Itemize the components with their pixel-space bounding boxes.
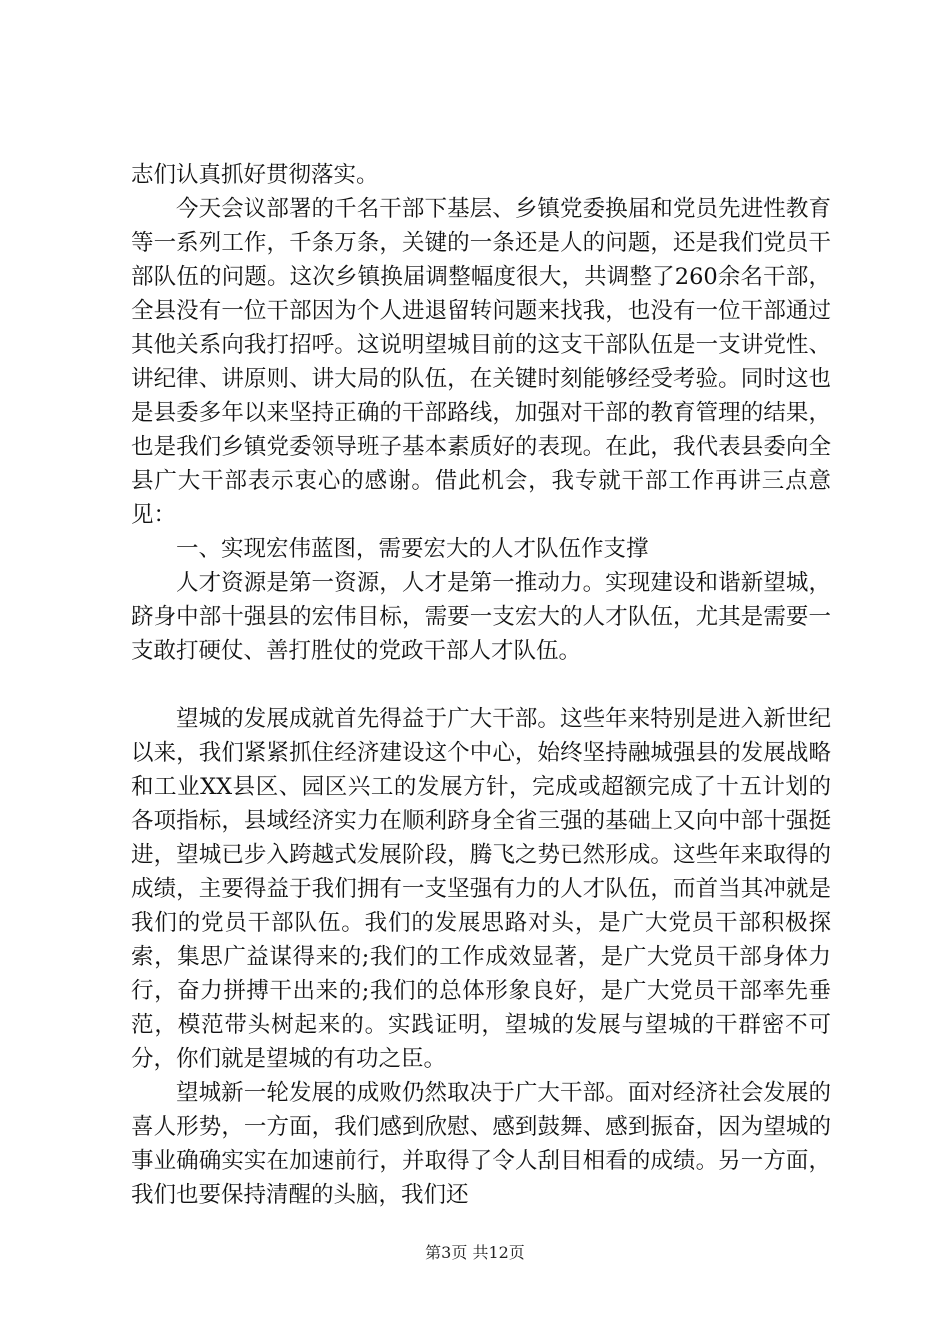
page-number-footer: 第3页 共12页 (425, 1243, 525, 1262)
paragraph-new-round-development: 望城新一轮发展的成败仍然取决于广大干部。面对经济社会发展的喜人形势，一方面，我们感到欣慰、感到鼓舞、感到振奋，因为望城的事业确确实实在加速前行，并取得了令人刮目相看的成绩。另一方面，我们也要保持清醒的头脑，我们还 (131, 1080, 831, 1208)
section-heading-1: 一、实现宏伟蓝图，需要宏大的人才队伍作支撑 (176, 536, 649, 562)
paragraph-development-achievements: 望城的发展成就首先得益于广大干部。这些年来特别是进入新世纪以来，我们紧紧抓住经济建设这个中心，始终坚持融城强县的发展战略和工业XX县区、园区兴工的发展方针，完成或超额完成了十五计划的各项指标，县域经济实力在顺利跻身全省三强的基础上又向中部十强挺进，望城已步入跨越式发展阶段，腾飞之势已然形成。这些年来取得的成绩，主要得益于我们拥有一支坚强有力的人才队伍，而首当其冲就是我们的党员干部队伍。我们的发展思路对头，是广大党员干部积极探索，集思广益谋得来的;我们的工作成效显著，是广大党员干部身体力行，奋力拼搏干出来的;我们的总体形象良好，是广大党员干部率先垂范，模范带头树起来的。实践证明，望城的发展与望城的干群密不可分，你们就是望城的有功之臣。 (131, 706, 831, 1072)
paragraph-continuation: 志们认真抓好贯彻落实。 (131, 162, 379, 188)
paragraph-talent-resource: 人才资源是第一资源，人才是第一推动力。实现建设和谐新望城，跻身中部十强县的宏伟目标，需要一支宏大的人才队伍，尤其是需要一支敢打硬仗、善打胜仗的党政干部人才队伍。 (131, 570, 831, 664)
paragraph-meeting-summary: 今天会议部署的千名干部下基层、乡镇党委换届和党员先进性教育等一系列工作，千条万条，关键的一条还是人的问题，还是我们党员干部队伍的问题。这次乡镇换届调整幅度很大，共调整了260余名干部，全县没有一位干部因为个人进退留转问题来找我，也没有一位干部通过其他关系向我打招呼。这说明望城目前的这支干部队伍是一支讲党性、讲纪律、讲原则、讲大局的队伍，在关键时刻能够经受考验。同时这也是县委多年以来坚持正确的干部路线，加强对干部的教育管理的结果，也是我们乡镇党委领导班子基本素质好的表现。在此，我代表县委向全县广大干部表示衷心的感谢。借此机会，我专就干部工作再讲三点意见： (131, 196, 831, 528)
document-body (131, 158, 831, 1212)
